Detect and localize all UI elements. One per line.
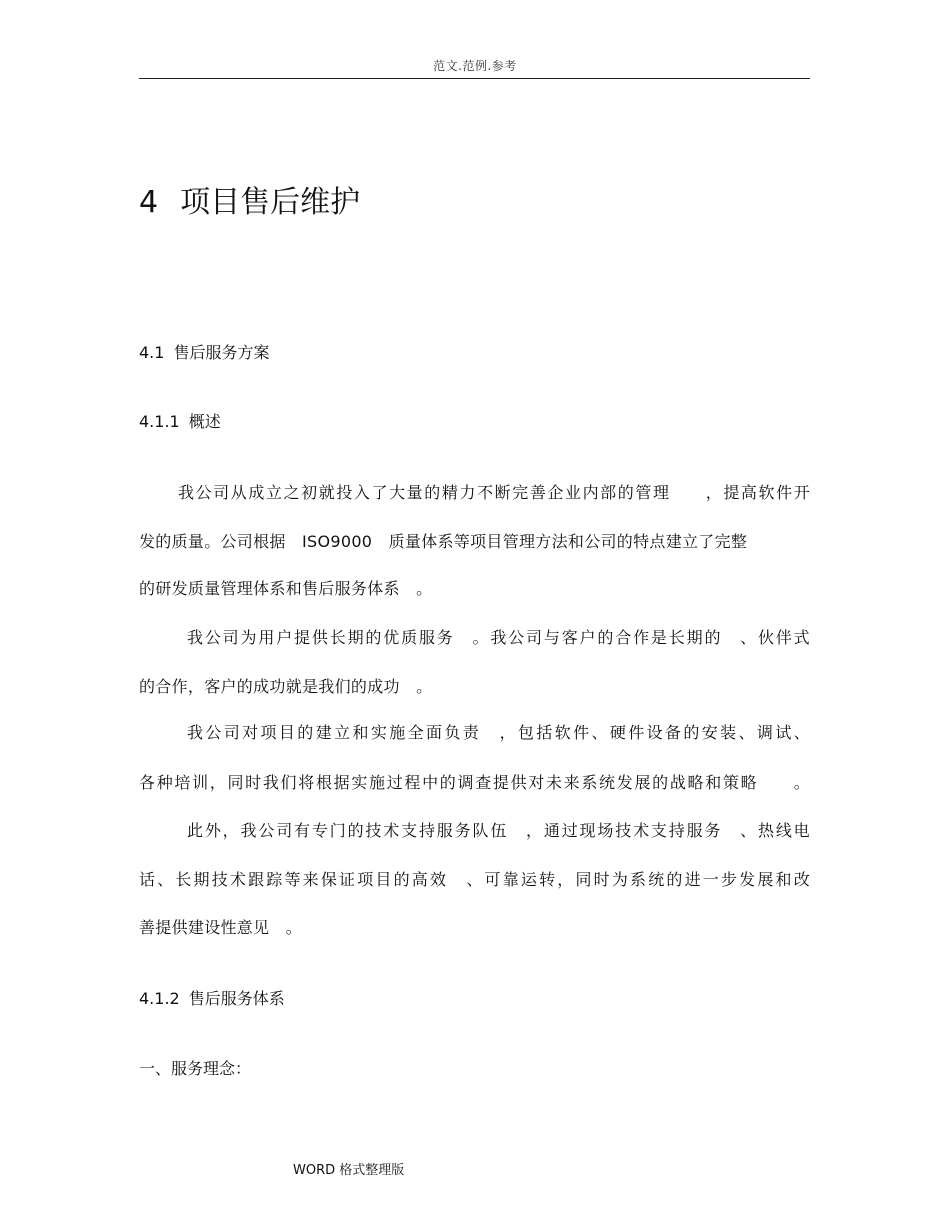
paragraph-4-line-2: 话、长期技术跟踪等来保证项目的高效 、可靠运转，同时为系统的进一步发展和改 [139,870,810,889]
section-number: 4.1 [139,343,165,362]
chapter-title-text: 项目售后维护 [180,185,361,220]
paragraph-3-line-1: 我公司对项目的建立和实施全面负责 ，包括软件、硬件设备的安装、调试、 [187,723,810,742]
paragraph-2-line-2: 的合作，客户的成功就是我们的成功 。 [139,677,433,696]
paragraph-2-line-1: 我公司为用户提供长期的优质服务 。我公司与客户的合作是长期的 、伙伴式 [187,628,810,647]
section-heading-4-1-1 [139,411,221,433]
section-heading-4-1-2 [139,988,285,1010]
paragraph-3-line-2: 各种培训，同时我们将根据实施过程中的调查提供对未来系统发展的战略和策略 。 [139,773,810,792]
page-header-text: 范文.范例.参考 [433,59,517,73]
section-number: 4.1.1 [139,412,180,431]
paragraph-1-line-1: 我公司从成立之初就投入了大量的精力不断完善企业内部的管理 ，提高软件开 [178,483,810,502]
chapter-title [139,183,360,223]
section-title: 售后服务方案 [173,343,270,362]
header-divider [139,78,810,79]
section-heading-4-1 [139,342,269,364]
page-footer-text: WORD 格式整理版 [293,1163,405,1178]
paragraph-1-line-2: 发的质量。公司根据 ISO9000 质量体系等项目管理方法和公司的特点建立了完整 [139,532,748,551]
section-title: 概述 [188,412,221,431]
section-number: 4.1.2 [139,989,180,1008]
subheading-service-philosophy: 一、服务理念： [139,1059,252,1078]
paragraph-1-line-3: 的研发质量管理体系和售后服务体系 。 [139,579,433,598]
paragraph-4-line-3: 善提供建设性意见 。 [139,918,303,937]
paragraph-4-line-1: 此外，我公司有专门的技术支持服务队伍 ，通过现场技术支持服务 、热线电 [187,821,810,840]
section-title: 售后服务体系 [188,989,285,1008]
chapter-number: 4 [139,185,159,220]
